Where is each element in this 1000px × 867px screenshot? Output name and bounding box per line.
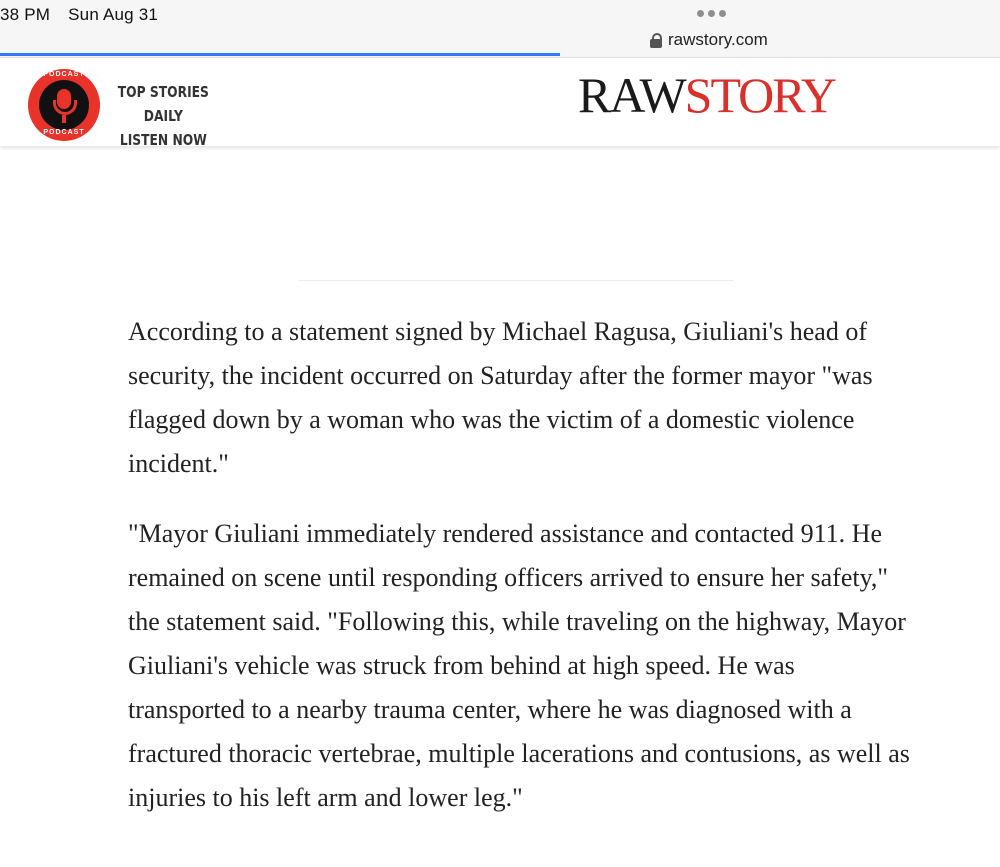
- status-date: Sun Aug 31: [68, 5, 159, 24]
- status-time: [0, 5, 158, 25]
- status-clock: 38 PM: [0, 5, 51, 24]
- browser-status-bar: [0, 0, 1000, 57]
- article-paragraph: "Mayor Giuliani immediately rendered assistance and contacted 911. He remained on scene until responding officers arrived to ensure her safety," the statement said. "Following this, while traveling on the highway, Mayor Giuliani's vehicle was struck from behind at high speed. He was transported to a nearby trauma center, where he was diagnosed with a fractured thoracic vertebrae, multiple lacerations and contusions, as well as injuries to his left arm and lower leg.": [128, 519, 910, 812]
- promo-line-2: LISTEN NOW: [119, 131, 207, 149]
- page-load-progress: [0, 53, 560, 56]
- logo-raw: RAW: [578, 67, 685, 123]
- article-paragraph: According to a statement signed by Michael Ragusa, Giuliani's head of security, the incident occurred on Saturday after the former mayor "was flagged down by a woman who was the victim of a domestic violence incident.": [128, 317, 873, 478]
- article-body: [128, 310, 918, 846]
- promo-line-1: TOP STORIES DAILY: [117, 83, 209, 125]
- rawstory-logo[interactable]: [578, 66, 835, 124]
- podcast-promo-link[interactable]: [108, 80, 219, 152]
- more-dots-icon[interactable]: [697, 10, 726, 17]
- site-header: [0, 57, 1000, 149]
- lock-icon: [650, 33, 662, 48]
- podcast-mic-icon: [39, 80, 89, 130]
- badge-text-bottom: PODCAST: [43, 129, 85, 136]
- badge-text-top: PODCAST: [43, 71, 85, 78]
- content-divider: [299, 280, 734, 281]
- address-bar[interactable]: [650, 30, 768, 50]
- logo-story: STORY: [684, 67, 835, 123]
- podcast-badge[interactable]: [28, 69, 100, 141]
- url-text[interactable]: rawstory.com: [668, 30, 768, 49]
